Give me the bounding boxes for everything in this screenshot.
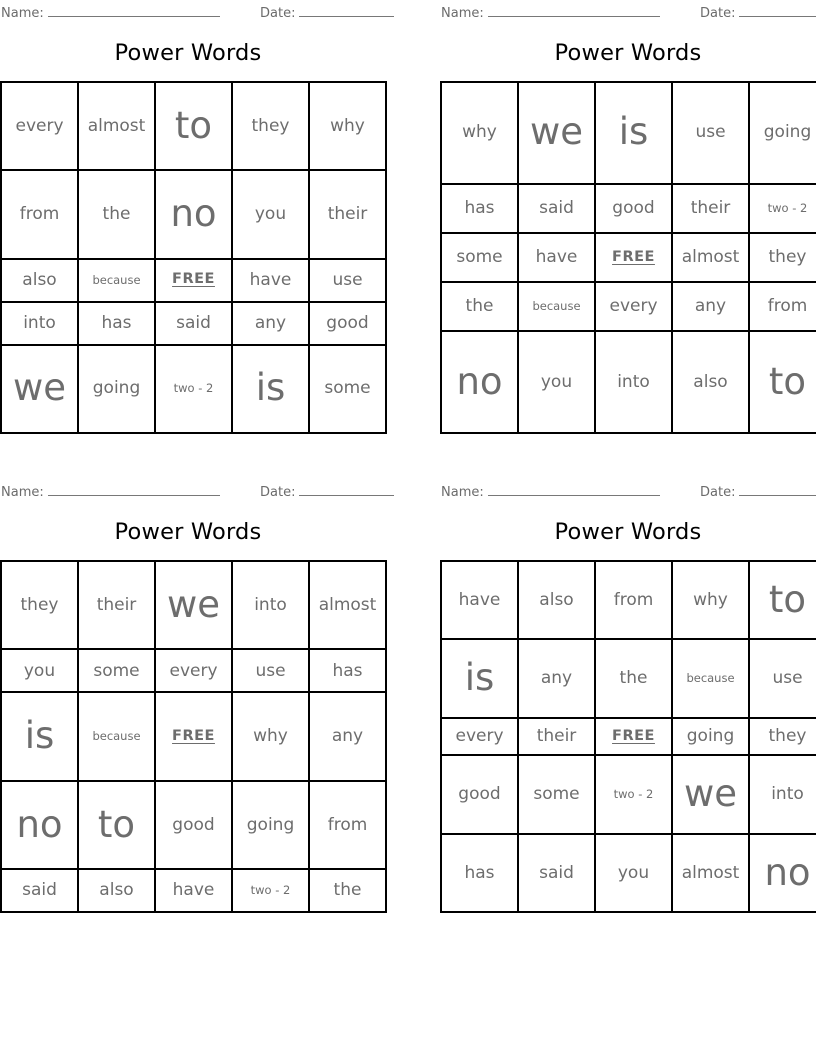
bingo-cell: good: [441, 755, 518, 833]
bingo-cell: some: [309, 345, 386, 433]
bingo-cell: use: [309, 259, 386, 302]
bingo-cell: have: [155, 869, 232, 912]
bingo-row: [1, 82, 386, 170]
bingo-cell: have: [232, 259, 309, 302]
date-label: Date:: [700, 6, 736, 21]
bingo-cell: is: [232, 345, 309, 433]
name-blank-line: [488, 4, 660, 17]
card-title: Power Words: [114, 40, 262, 66]
date-field: [260, 483, 394, 500]
bingo-cell: no: [155, 170, 232, 258]
bingo-cell: we: [518, 82, 595, 184]
bingo-card-2: [440, 4, 816, 436]
bingo-cell: no: [1, 781, 78, 869]
bingo-cell: use: [749, 639, 816, 717]
bingo-cell: because: [78, 692, 155, 780]
bingo-cell: also: [78, 869, 155, 912]
name-label: Name:: [1, 6, 44, 21]
bingo-cell: into: [749, 755, 816, 833]
card-header: [440, 483, 816, 501]
bingo-cell: their: [309, 170, 386, 258]
bingo-cell: why: [441, 82, 518, 184]
bingo-cell: because: [78, 259, 155, 302]
bingo-cell: any: [672, 282, 749, 331]
bingo-row: [1, 692, 386, 780]
free-cell: FREE: [595, 233, 672, 282]
date-field: [260, 4, 394, 21]
bingo-row: [1, 561, 386, 649]
bingo-card-3: [0, 483, 376, 915]
bingo-cell: no: [441, 331, 518, 433]
date-blank-line: [739, 483, 816, 496]
bingo-cell: they: [749, 233, 816, 282]
bingo-cell: their: [78, 561, 155, 649]
bingo-cell: some: [78, 649, 155, 692]
bingo-cell: going: [749, 82, 816, 184]
bingo-cell: almost: [672, 834, 749, 912]
bingo-cell: every: [1, 82, 78, 170]
bingo-cell: said: [518, 834, 595, 912]
bingo-cell: also: [672, 331, 749, 433]
bingo-row: [1, 869, 386, 912]
bingo-cell: almost: [672, 233, 749, 282]
bingo-cell: you: [595, 834, 672, 912]
bingo-cell: has: [78, 302, 155, 345]
bingo-cell: going: [232, 781, 309, 869]
bingo-cell: we: [1, 345, 78, 433]
bingo-row: [1, 259, 386, 302]
bingo-cell: they: [232, 82, 309, 170]
bingo-grid: [0, 560, 387, 913]
bingo-cell: good: [155, 781, 232, 869]
bingo-row: [1, 302, 386, 345]
bingo-cell: they: [749, 718, 816, 756]
bingo-cell: into: [595, 331, 672, 433]
name-blank-line: [48, 4, 220, 17]
bingo-cell: has: [309, 649, 386, 692]
bingo-cell: we: [672, 755, 749, 833]
bingo-cell: from: [1, 170, 78, 258]
bingo-row: [441, 331, 816, 433]
card-header: [0, 4, 376, 22]
bingo-cell: said: [518, 184, 595, 233]
bingo-cell: you: [1, 649, 78, 692]
bingo-cell: also: [1, 259, 78, 302]
bingo-grid: [440, 560, 816, 913]
free-cell: FREE: [155, 692, 232, 780]
bingo-grid: [440, 81, 816, 434]
bingo-row: [441, 82, 816, 184]
bingo-row: [441, 834, 816, 912]
bingo-cell: their: [672, 184, 749, 233]
bingo-row: [441, 639, 816, 717]
name-blank-line: [488, 483, 660, 496]
free-cell: FREE: [595, 718, 672, 756]
date-field: [700, 4, 816, 21]
bingo-cell: every: [155, 649, 232, 692]
bingo-row: [1, 170, 386, 258]
name-field: [441, 4, 660, 21]
bingo-row: [441, 233, 816, 282]
bingo-cell: the: [78, 170, 155, 258]
bingo-cell: any: [518, 639, 595, 717]
bingo-cell: because: [672, 639, 749, 717]
bingo-cell: from: [309, 781, 386, 869]
bingo-cell: you: [518, 331, 595, 433]
bingo-grid: [0, 81, 387, 434]
bingo-cell: two - 2: [155, 345, 232, 433]
bingo-row: [1, 345, 386, 433]
bingo-cell: is: [595, 82, 672, 184]
bingo-cell: why: [232, 692, 309, 780]
bingo-cell: their: [518, 718, 595, 756]
card-title: Power Words: [114, 519, 262, 545]
bingo-card-1: [0, 4, 376, 436]
bingo-cell: two - 2: [749, 184, 816, 233]
bingo-cell: to: [78, 781, 155, 869]
bingo-cell: almost: [78, 82, 155, 170]
bingo-cell: has: [441, 834, 518, 912]
bingo-cell: to: [749, 331, 816, 433]
date-blank-line: [739, 4, 816, 17]
bingo-cell: going: [78, 345, 155, 433]
name-field: [441, 483, 660, 500]
date-label: Date:: [700, 485, 736, 500]
bingo-cell: why: [309, 82, 386, 170]
date-label: Date:: [260, 485, 296, 500]
bingo-row: [441, 282, 816, 331]
card-title: Power Words: [554, 40, 702, 66]
bingo-cell: into: [1, 302, 78, 345]
bingo-cell: any: [232, 302, 309, 345]
bingo-cell: is: [1, 692, 78, 780]
bingo-row: [441, 718, 816, 756]
bingo-row: [1, 781, 386, 869]
name-blank-line: [48, 483, 220, 496]
bingo-cell: every: [595, 282, 672, 331]
bingo-cell: good: [595, 184, 672, 233]
bingo-cell: because: [518, 282, 595, 331]
date-label: Date:: [260, 6, 296, 21]
bingo-cell: going: [672, 718, 749, 756]
bingo-cell: said: [155, 302, 232, 345]
bingo-cell: the: [309, 869, 386, 912]
bingo-row: [441, 184, 816, 233]
bingo-cell: any: [309, 692, 386, 780]
bingo-cell: have: [441, 561, 518, 639]
name-label: Name:: [441, 6, 484, 21]
free-cell: FREE: [155, 259, 232, 302]
bingo-cell: the: [441, 282, 518, 331]
bingo-cell: to: [749, 561, 816, 639]
card-header: [0, 483, 376, 501]
bingo-cell: is: [441, 639, 518, 717]
name-label: Name:: [1, 485, 44, 500]
date-blank-line: [299, 483, 394, 496]
bingo-cell: the: [595, 639, 672, 717]
card-title: Power Words: [554, 519, 702, 545]
date-blank-line: [299, 4, 394, 17]
bingo-cell: every: [441, 718, 518, 756]
bingo-row: [441, 561, 816, 639]
bingo-cell: from: [595, 561, 672, 639]
bingo-cell: some: [441, 233, 518, 282]
bingo-cell: almost: [309, 561, 386, 649]
bingo-cell: they: [1, 561, 78, 649]
bingo-cell: why: [672, 561, 749, 639]
bingo-cell: from: [749, 282, 816, 331]
bingo-row: [441, 755, 816, 833]
bingo-cell: two - 2: [595, 755, 672, 833]
bingo-row: [1, 649, 386, 692]
bingo-cell: two - 2: [232, 869, 309, 912]
name-field: [1, 4, 220, 21]
bingo-cell: no: [749, 834, 816, 912]
bingo-cell: use: [232, 649, 309, 692]
date-field: [700, 483, 816, 500]
bingo-cell: also: [518, 561, 595, 639]
bingo-card-4: [440, 483, 816, 915]
bingo-cell: have: [518, 233, 595, 282]
name-field: [1, 483, 220, 500]
bingo-cell: we: [155, 561, 232, 649]
bingo-cell: to: [155, 82, 232, 170]
card-header: [440, 4, 816, 22]
bingo-cell: said: [1, 869, 78, 912]
name-label: Name:: [441, 485, 484, 500]
bingo-cell: use: [672, 82, 749, 184]
bingo-cell: has: [441, 184, 518, 233]
bingo-cell: you: [232, 170, 309, 258]
bingo-cell: into: [232, 561, 309, 649]
bingo-cell: good: [309, 302, 386, 345]
bingo-cell: some: [518, 755, 595, 833]
